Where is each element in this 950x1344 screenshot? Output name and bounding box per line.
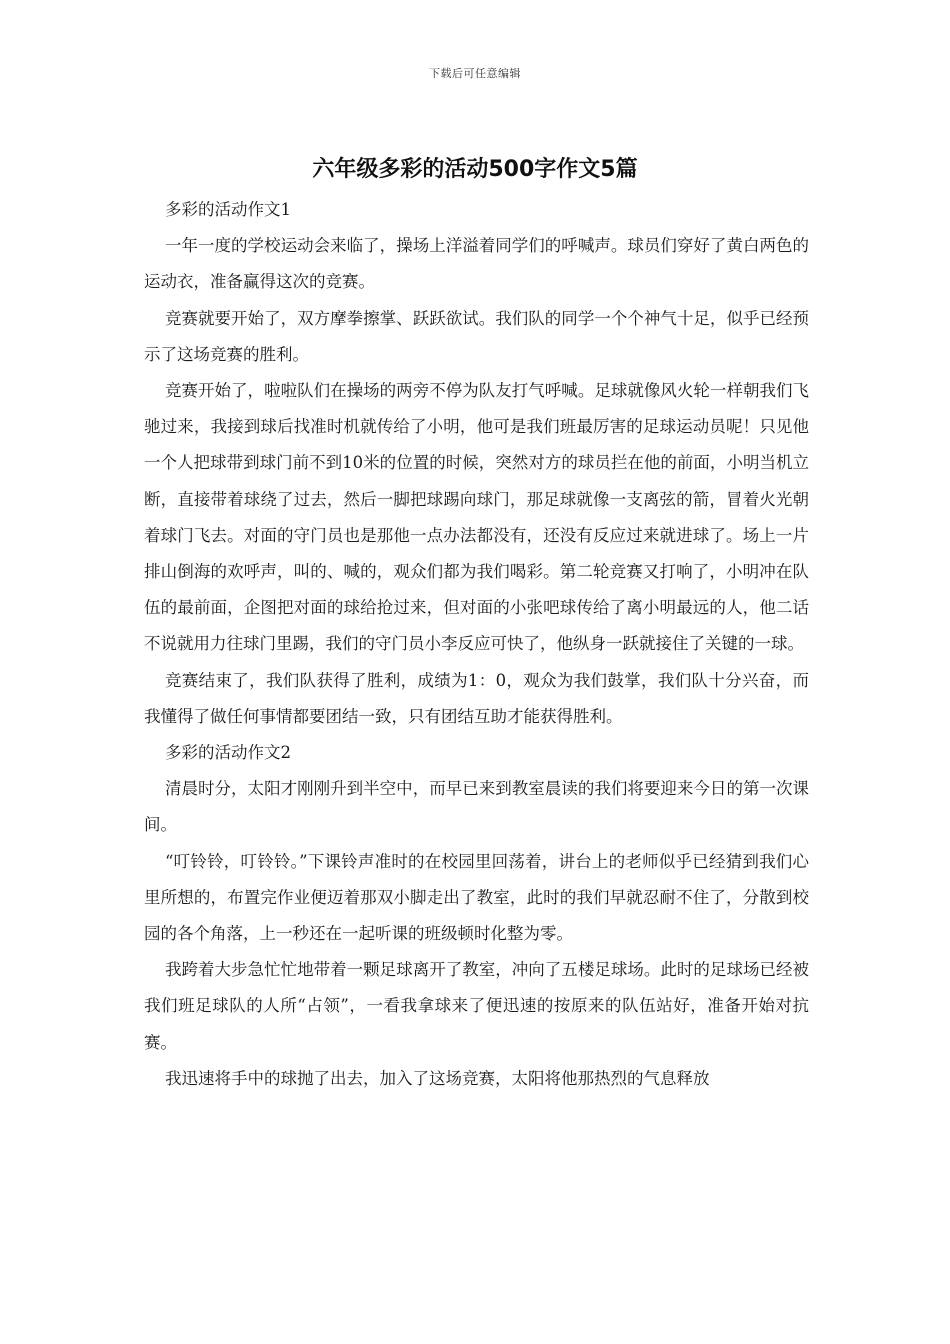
paragraph: 我跨着大步急忙忙地带着一颗足球离开了教室，冲向了五楼足球场。此时的足球场已经被我们班足球队的人所“占领”，一看我拿球来了便迅速的按原来的队伍站好，准备开始对抗赛。 xyxy=(144,960,809,1052)
document-body xyxy=(144,192,809,1097)
header-note: 下载后可任意编辑 xyxy=(429,67,521,80)
paragraph: 竞赛开始了，啦啦队们在操场的两旁不停为队友打气呼喊。足球就像风火轮一样朝我们飞驰过来，我接到球后找准时机就传给了小明，他可是我们班最厉害的足球运动员呢！只见他一个人把球带到球门前不到10米的位置的时候，突然对方的球员拦在他的前面，小明当机立断，直接带着球绕了过去，然后一脚把球踢向球门，那足球就像一支离弦的箭，冒着火光朝着球门飞去。对面的守门员也是那他一点办法都没有，还没有反应过来就进球了。场上一片排山倒海的欢呼声，叫的、喊的，观众们都为我们喝彩。第二轮竞赛又打响了，小明冲在队伍的最前面，企图把对面的球给抢过来，但对面的小张吧球传给了离小明最远的人，他二话不说就用力往球门里踢，我们的守门员小李反应可快了，他纵身一跃就接住了关键的一球。 xyxy=(144,381,809,654)
paragraph: 一年一度的学校运动会来临了，操场上洋溢着同学们的呼喊声。球员们穿好了黄白两色的运动衣，准备赢得这次的竞赛。 xyxy=(144,236,809,292)
paragraph: 我迅速将手中的球抛了出去，加入了这场竞赛，太阳将他那热烈的气息释放 xyxy=(164,1068,710,1088)
paragraph: 竞赛就要开始了，双方摩拳擦掌、跃跃欲试。我们队的同学一个个神气十足，似乎已经预示了这场竞赛的胜利。 xyxy=(144,308,809,364)
paragraph: 竞赛结束了，我们队获得了胜利，成绩为1：0，观众为我们鼓掌，我们队十分兴奋，而我懂得了做任何事情都要团结一致，只有团结互助才能获得胜利。 xyxy=(144,670,809,726)
section-heading-2: 多彩的活动作文2 xyxy=(164,743,291,763)
paragraph: “叮铃铃，叮铃铃。”下课铃声准时的在校园里回荡着，讲台上的老师似乎已经猜到我们心里所想的，布置完作业便迈着那双小脚走出了教室，此时的我们早就忍耐不住了，分散到校园的各个角落，上一秒还在一起听课的班级顿时化整为零。 xyxy=(144,851,809,944)
section-heading-1: 多彩的活动作文1 xyxy=(164,200,291,219)
paragraph: 清晨时分，太阳才刚刚升到半空中，而早已来到教室晨读的我们将要迎来今日的第一次课间。 xyxy=(144,779,809,835)
document-title: 六年级多彩的活动500字作文5篇 xyxy=(312,157,638,182)
